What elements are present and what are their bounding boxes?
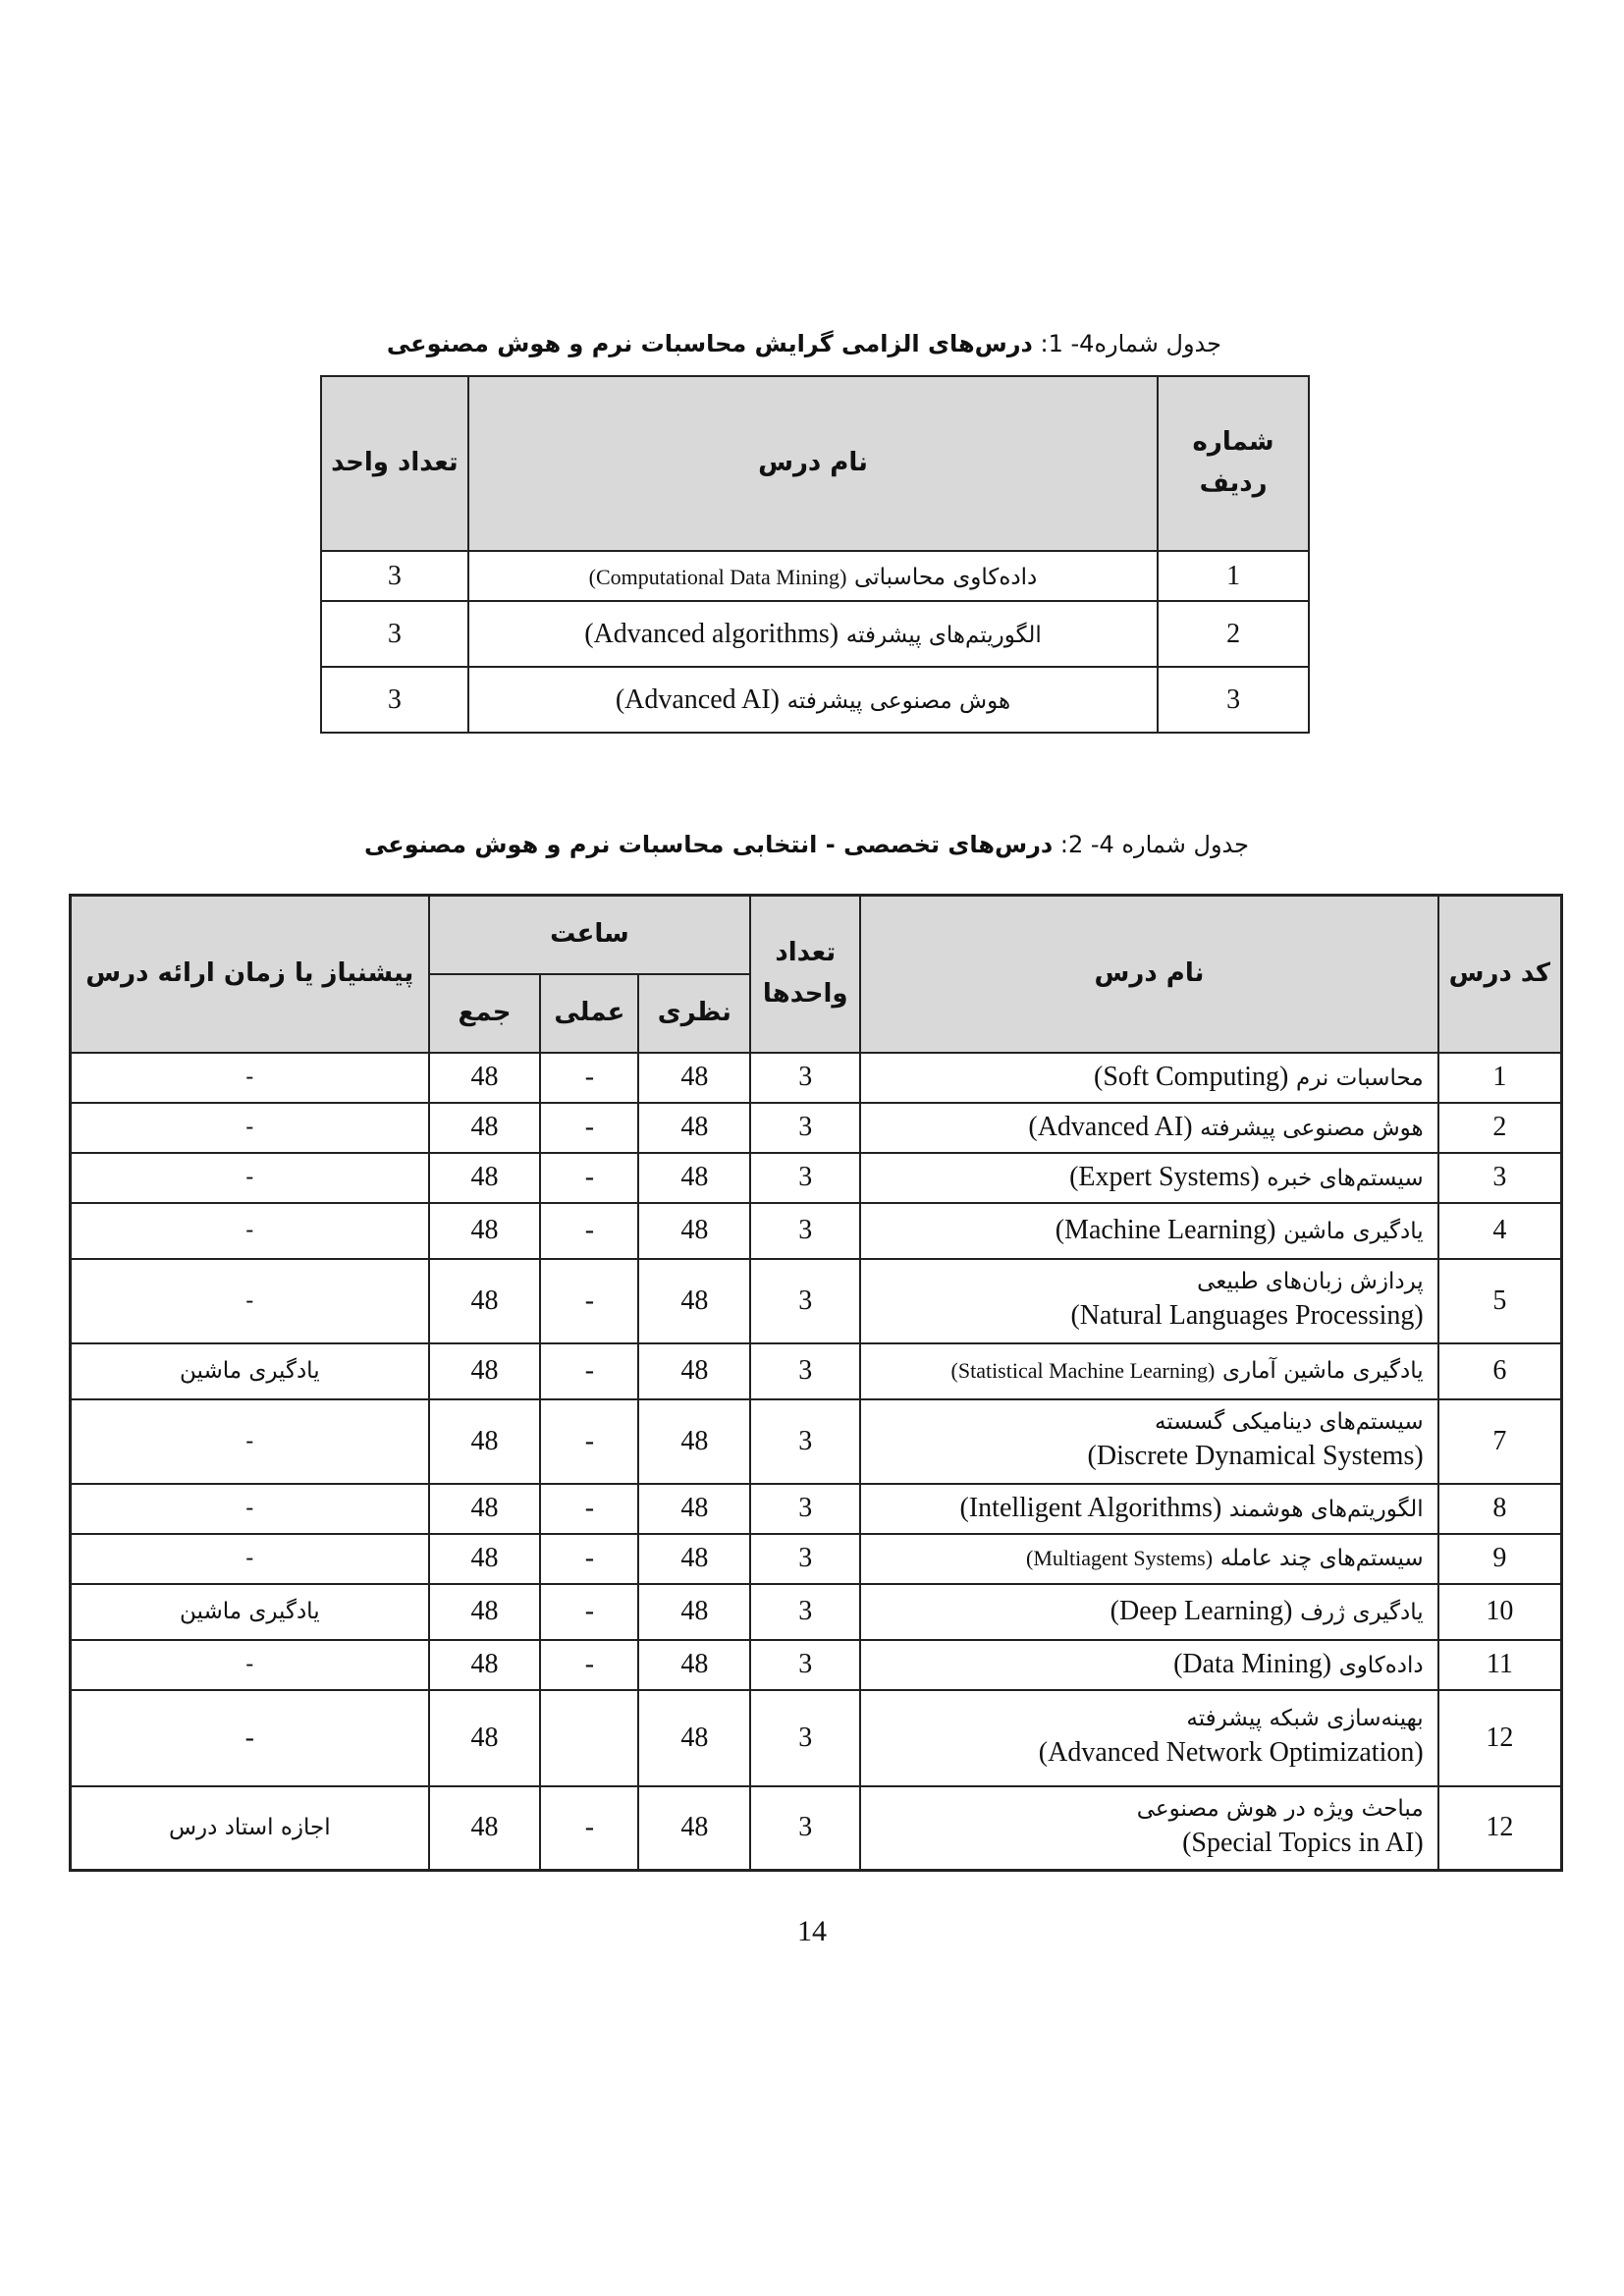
course-name-fa: هوش مصنوعی پیشرفته: [1200, 1116, 1424, 1142]
course-units: 3: [750, 1786, 860, 1871]
table-row: [71, 1343, 1562, 1399]
course-code: 4: [1438, 1203, 1562, 1259]
course-name-en: (Soft Computing): [1093, 1062, 1289, 1093]
course-name: [860, 1053, 1437, 1103]
course-name: [860, 1534, 1437, 1584]
hours-total: 48: [429, 1399, 541, 1484]
course-name: [860, 1786, 1437, 1871]
table-row: [321, 551, 1309, 601]
course-name-en: (Statistical Machine Learning): [950, 1358, 1216, 1384]
course-units: 3: [750, 1259, 860, 1343]
course-code: 11: [1438, 1640, 1562, 1690]
course-name-en: (Advanced AI): [615, 683, 780, 715]
hours-total: 48: [429, 1534, 541, 1584]
course-name: [860, 1584, 1437, 1640]
course-name-fa: سیستم‌های خبره: [1267, 1166, 1424, 1192]
course-name: [860, 1103, 1437, 1153]
hours-practical: [540, 1690, 638, 1786]
course-name-fa: الگوریتم‌های پیشرفته: [845, 622, 1042, 648]
course-name-fa: یادگیری ماشین آماری: [1221, 1358, 1424, 1385]
table-row: [71, 1786, 1562, 1871]
hours-theory: 48: [638, 1053, 750, 1103]
table2-caption: [364, 831, 1249, 858]
course-name: [468, 601, 1158, 667]
course-prereq: -: [71, 1690, 429, 1786]
course-name-fa: سیستم‌های چند عامله: [1219, 1546, 1424, 1572]
table-row: [71, 1640, 1562, 1690]
hours-theory: 48: [638, 1203, 750, 1259]
table-row: [71, 1584, 1562, 1640]
course-units: 3: [321, 601, 468, 667]
course-name-en: (Expert Systems): [1069, 1162, 1260, 1193]
hours-theory: 48: [638, 1640, 750, 1690]
hours-theory: 48: [638, 1690, 750, 1786]
hours-theory: 48: [638, 1584, 750, 1640]
course-name-en: (Deep Learning): [1110, 1596, 1293, 1627]
course-units: 3: [750, 1153, 860, 1203]
hours-total: 48: [429, 1584, 541, 1640]
hours-theory: 48: [638, 1103, 750, 1153]
course-name-fa: هوش مصنوعی پیشرفته: [786, 687, 1011, 714]
course-prereq: -: [71, 1053, 429, 1103]
hours-total: 48: [429, 1259, 541, 1343]
hours-practical: -: [540, 1534, 638, 1584]
hours-theory: 48: [638, 1343, 750, 1399]
table-row: [321, 667, 1309, 733]
course-name-en: (Discrete Dynamical Systems): [1087, 1441, 1424, 1472]
hours-total: 48: [429, 1484, 541, 1534]
course-code: 1: [1438, 1053, 1562, 1103]
hours-practical: -: [540, 1484, 638, 1534]
course-units: 3: [750, 1103, 860, 1153]
hours-practical: -: [540, 1203, 638, 1259]
hours-theory: 48: [638, 1786, 750, 1871]
course-name: [860, 1203, 1437, 1259]
table2-caption-title: درس‌های تخصصی - انتخابی محاسبات نرم و هوش مصنوعی: [364, 831, 1054, 858]
table1-header-row: [321, 376, 1309, 551]
required-courses-table: [320, 375, 1310, 734]
table2-header-practical: عملی: [540, 974, 638, 1053]
hours-practical: -: [540, 1343, 638, 1399]
table2-header-theory: نظری: [638, 974, 750, 1053]
course-name-fa: سیستم‌های دینامیکی گسسته: [1154, 1409, 1424, 1436]
course-name-en: (Multiagent Systems): [1026, 1546, 1214, 1571]
hours-practical: -: [540, 1584, 638, 1640]
hours-practical: -: [540, 1259, 638, 1343]
hours-theory: 48: [638, 1259, 750, 1343]
elective-courses-table: [69, 894, 1563, 1872]
hours-theory: 48: [638, 1534, 750, 1584]
table1-header-row-number: شماره ردیف: [1158, 376, 1309, 551]
course-prereq: یادگیری ماشین: [71, 1343, 429, 1399]
course-code: 9: [1438, 1534, 1562, 1584]
course-name-en: (Advanced AI): [1028, 1112, 1193, 1143]
table-row: [71, 1534, 1562, 1584]
course-prereq: -: [71, 1484, 429, 1534]
course-units: 3: [750, 1053, 860, 1103]
course-name-fa: یادگیری ماشین: [1283, 1219, 1424, 1245]
course-units: 3: [750, 1690, 860, 1786]
hours-total: 48: [429, 1640, 541, 1690]
course-name-en: (Special Topics in AI): [1182, 1827, 1424, 1858]
row-number: 3: [1158, 667, 1309, 733]
course-code: 5: [1438, 1259, 1562, 1343]
course-code: 10: [1438, 1584, 1562, 1640]
course-prereq: -: [71, 1534, 429, 1584]
course-units: 3: [321, 551, 468, 601]
course-name: [860, 1259, 1437, 1343]
table2-header-code: کد درس: [1438, 896, 1562, 1053]
hours-theory: 48: [638, 1484, 750, 1534]
table-row: [71, 1484, 1562, 1534]
table2-header-units: تعداد واحدها: [750, 896, 860, 1053]
hours-practical: -: [540, 1103, 638, 1153]
course-prereq: -: [71, 1399, 429, 1484]
table1-caption: [387, 330, 1221, 357]
course-units: 3: [750, 1534, 860, 1584]
hours-practical: -: [540, 1640, 638, 1690]
table1-caption-title: درس‌های الزامی گرایش محاسبات نرم و هوش مصنوعی: [386, 330, 1033, 357]
course-code: 6: [1438, 1343, 1562, 1399]
course-code: 8: [1438, 1484, 1562, 1534]
hours-total: 48: [429, 1153, 541, 1203]
table2-header-row: [71, 896, 1562, 974]
course-name-en: (Data Mining): [1173, 1649, 1332, 1680]
hours-theory: 48: [638, 1153, 750, 1203]
course-code: 12: [1438, 1690, 1562, 1786]
hours-practical: -: [540, 1153, 638, 1203]
hours-total: 48: [429, 1690, 541, 1786]
table-row: [71, 1053, 1562, 1103]
row-number: 2: [1158, 601, 1309, 667]
course-name-fa: یادگیری ژرف: [1300, 1600, 1424, 1626]
hours-total: 48: [429, 1053, 541, 1103]
course-name: [860, 1153, 1437, 1203]
table2-header-course-name: نام درس: [860, 896, 1437, 1053]
hours-total: 48: [429, 1786, 541, 1871]
hours-practical: -: [540, 1786, 638, 1871]
course-code: 7: [1438, 1399, 1562, 1484]
table-row: [71, 1153, 1562, 1203]
course-name: [860, 1484, 1437, 1534]
course-name-fa: داده‌کاوی محاسباتی: [854, 564, 1038, 590]
table1-caption-prefix: جدول شماره4- 1:: [1040, 330, 1221, 357]
course-name-fa: بهینه‌سازی شبکه پیشرفته: [1186, 1706, 1424, 1732]
hours-total: 48: [429, 1203, 541, 1259]
course-prereq: -: [71, 1153, 429, 1203]
course-name-en: (Advanced Network Optimization): [1038, 1737, 1424, 1769]
course-code: 2: [1438, 1103, 1562, 1153]
course-name: [468, 551, 1158, 601]
course-name-en: (Machine Learning): [1055, 1215, 1276, 1246]
table2-header-prereq: پیشنیاز یا زمان ارائه درس: [71, 896, 429, 1053]
hours-total: 48: [429, 1103, 541, 1153]
course-name-en: (Natural Languages Processing): [1070, 1300, 1424, 1332]
course-units: 3: [750, 1584, 860, 1640]
table-row: [321, 601, 1309, 667]
course-name-fa: مباحث ویژه در هوش مصنوعی: [1136, 1795, 1424, 1822]
course-name: [860, 1399, 1437, 1484]
course-code: 3: [1438, 1153, 1562, 1203]
course-name: [860, 1640, 1437, 1690]
course-name-fa: داده‌کاوی: [1338, 1653, 1424, 1679]
table2-header-total: جمع: [429, 974, 541, 1053]
course-name-fa: پردازش زبان‌های طبیعی: [1197, 1269, 1424, 1295]
course-units: 3: [750, 1484, 860, 1534]
course-code: 12: [1438, 1786, 1562, 1871]
course-prereq: -: [71, 1103, 429, 1153]
course-name: [860, 1690, 1437, 1786]
course-prereq: اجازه استاد درس: [71, 1786, 429, 1871]
course-name: [468, 667, 1158, 733]
table-row: [71, 1690, 1562, 1786]
course-name-fa: الگوریتم‌های هوشمند: [1228, 1497, 1424, 1523]
table2-header-hours: ساعت: [429, 896, 751, 974]
course-prereq: -: [71, 1203, 429, 1259]
course-units: 3: [750, 1343, 860, 1399]
table-row: [71, 1259, 1562, 1343]
table1-header-course-name: نام درس: [468, 376, 1158, 551]
table-row: [71, 1103, 1562, 1153]
table2-caption-prefix: جدول شماره 4- 2:: [1059, 831, 1249, 858]
course-units: 3: [750, 1399, 860, 1484]
course-name-fa: محاسبات نرم: [1295, 1066, 1424, 1092]
course-prereq: -: [71, 1640, 429, 1690]
table1-header-units: تعداد واحد: [321, 376, 468, 551]
hours-total: 48: [429, 1343, 541, 1399]
table-row: [71, 1399, 1562, 1484]
course-units: 3: [750, 1203, 860, 1259]
course-name: [860, 1343, 1437, 1399]
hours-theory: 48: [638, 1399, 750, 1484]
course-units: 3: [321, 667, 468, 733]
course-prereq: یادگیری ماشین: [71, 1584, 429, 1640]
hours-practical: -: [540, 1053, 638, 1103]
course-units: 3: [750, 1640, 860, 1690]
course-name-en: (Intelligent Algorithms): [959, 1493, 1222, 1524]
page-number: 14: [797, 1915, 827, 1947]
hours-practical: -: [540, 1399, 638, 1484]
course-name-en: (Advanced algorithms): [584, 618, 839, 649]
course-name-en: (Computational Data Mining): [588, 564, 847, 589]
course-prereq: -: [71, 1259, 429, 1343]
table-row: [71, 1203, 1562, 1259]
row-number: 1: [1158, 551, 1309, 601]
